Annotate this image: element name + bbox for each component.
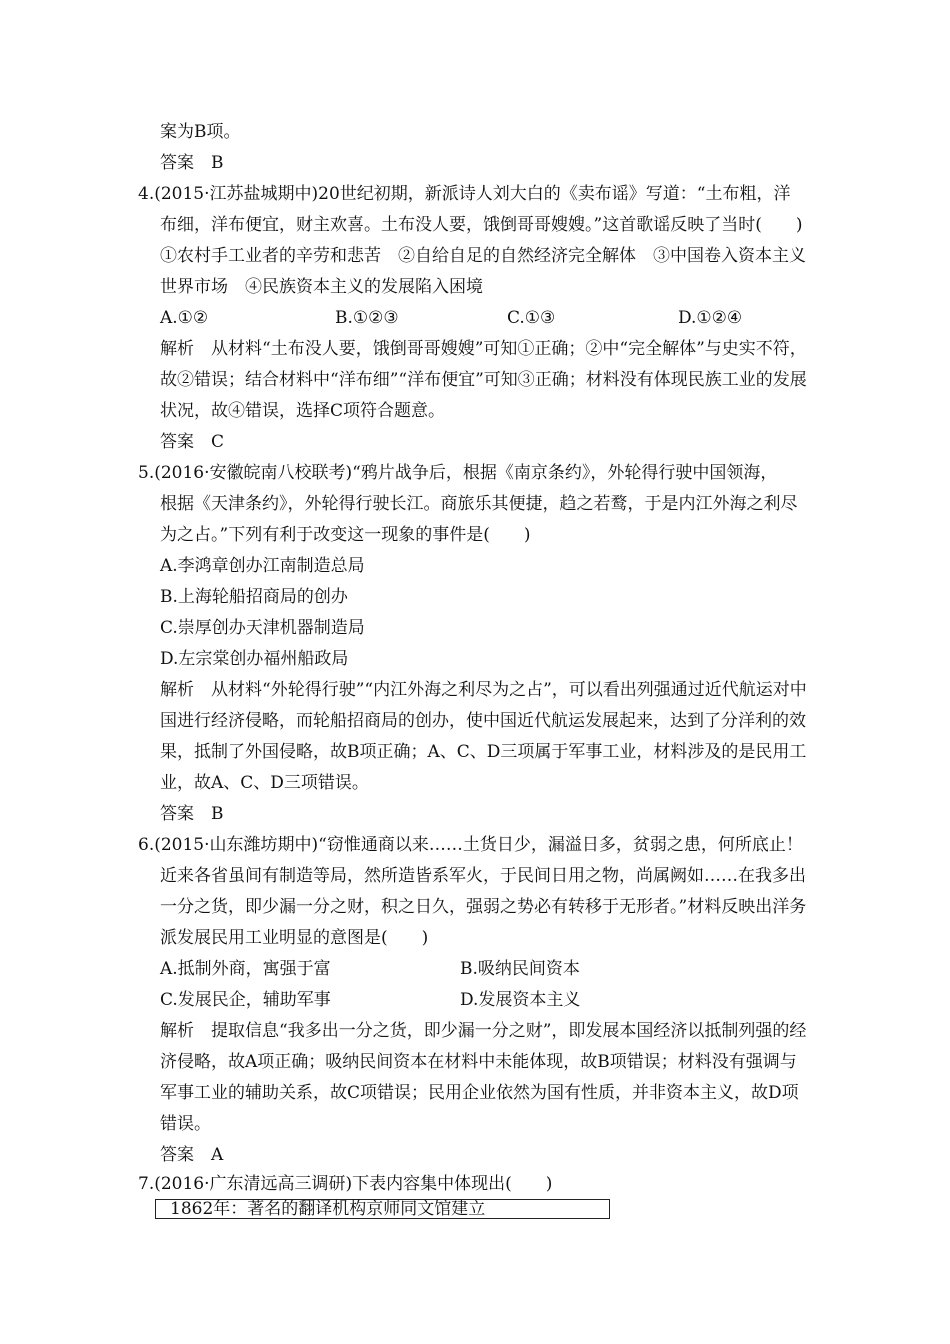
question-5-option-c: C.崇厚创办天津机器制造局: [160, 618, 365, 638]
analysis-line: 解析 从材料“土布没人要，饿倒哥哥嫂嫂”可知①正确；②中“完全解体”与史实不符，: [160, 339, 807, 359]
question-4-option-c: C.①③: [507, 308, 556, 328]
question-5-option-d: D.左宗棠创办福州船政局: [160, 649, 349, 669]
question-6-stem: 一分之货，即少漏一分之财，积之日久，强弱之势必有转移于无形者。”材料反映出洋务: [160, 897, 807, 917]
question-6-stem: 派发展民用工业明显的意图是( ): [160, 928, 429, 948]
question-6-option-d: D.发展资本主义: [460, 990, 581, 1010]
text-line: 案为B项。: [160, 122, 241, 142]
analysis-line: 军事工业的辅助关系，故C项错误；民用企业依然为国有性质，并非资本主义，故D项: [160, 1083, 799, 1103]
analysis-line: 状况，故④错误，选择C项符合题意。: [160, 401, 446, 421]
event-table: [155, 1199, 610, 1219]
answer-line: 答案 B: [160, 804, 224, 824]
answer-line: 答案 C: [160, 432, 225, 452]
question-4-stem: 布细，洋布便宜，财主欢喜。土布没人要，饿倒哥哥嫂嫂。”这首歌谣反映了当时( ): [160, 215, 803, 235]
question-5-stem: 根据《天津条约》，外轮得行驶长江。商旅乐其便捷，趋之若鹜，于是内江外海之利尽: [160, 494, 798, 514]
analysis-line: 业，故A、C、D三项错误。: [160, 773, 369, 793]
analysis-line: 解析 提取信息“我多出一分之货，即少漏一分之财”，即发展本国经济以抵制列强的经: [160, 1021, 807, 1041]
table-cell: 1862年：著名的翻译机构京师同文馆建立: [170, 1199, 486, 1219]
answer-line: 答案 A: [160, 1145, 224, 1165]
analysis-line: 济侵略，故A项正确；吸纳民间资本在材料中未能体现，故B项错误；材料没有强调与: [160, 1052, 797, 1072]
question-4-statement: ①农村手工业者的辛劳和悲苦 ②自给自足的自然经济完全解体 ③中国卷入资本主义: [160, 246, 806, 266]
question-5-option-b: B.上海轮船招商局的创办: [160, 587, 348, 607]
question-6-option-c: C.发展民企，辅助军事: [160, 990, 331, 1010]
question-4-option-a: A.①②: [160, 308, 209, 328]
question-6-option-b: B.吸纳民间资本: [460, 959, 580, 979]
analysis-line: 错误。: [160, 1114, 211, 1134]
question-4-option-b: B.①②③: [335, 308, 399, 328]
analysis-line: 国进行经济侵略，而轮船招商局的创办，使中国近代航运发展起来，达到了分洋利的效: [160, 711, 806, 731]
question-7-stem: 7.(2016·广东清远高三调研)下表内容集中体现出( ): [138, 1174, 553, 1194]
question-4-statement: 世界市场 ④民族资本主义的发展陷入困境: [160, 277, 483, 297]
question-4-stem: 4.(2015·江苏盐城期中)20世纪初期，新派诗人刘大白的《卖布谣》写道：“土布粗，洋: [138, 184, 791, 204]
question-5-option-a: A.李鸿章创办江南制造总局: [160, 556, 365, 576]
question-6-stem: 6.(2015·山东潍坊期中)“窃惟通商以来……土货日少，漏溢日多，贫弱之患，何所底止！: [138, 835, 803, 855]
analysis-line: 故②错误；结合材料中“洋布细”“洋布便宜”可知③正确；材料没有体现民族工业的发展: [160, 370, 807, 390]
answer-line: 答案 B: [160, 153, 224, 173]
question-4-option-d: D.①②④: [678, 308, 743, 328]
question-6-option-a: A.抵制外商，寓强于富: [160, 959, 331, 979]
question-5-stem: 为之占。”下列有利于改变这一现象的事件是( ): [160, 525, 531, 545]
analysis-line: 解析 从材料“外轮得行驶”“内江外海之利尽为之占”，可以看出列强通过近代航运对中: [160, 680, 807, 700]
question-6-stem: 近来各省虽间有制造等局，然所造皆系军火，于民间日用之物，尚属阙如……在我多出: [160, 866, 806, 886]
question-5-stem: 5.(2016·安徽皖南八校联考)“鸦片战争后，根据《南京条约》，外轮得行驶中国领海，: [138, 463, 778, 483]
analysis-line: 果，抵制了外国侵略，故B项正确；A、C、D三项属于军事工业，材料涉及的是民用工: [160, 742, 807, 762]
